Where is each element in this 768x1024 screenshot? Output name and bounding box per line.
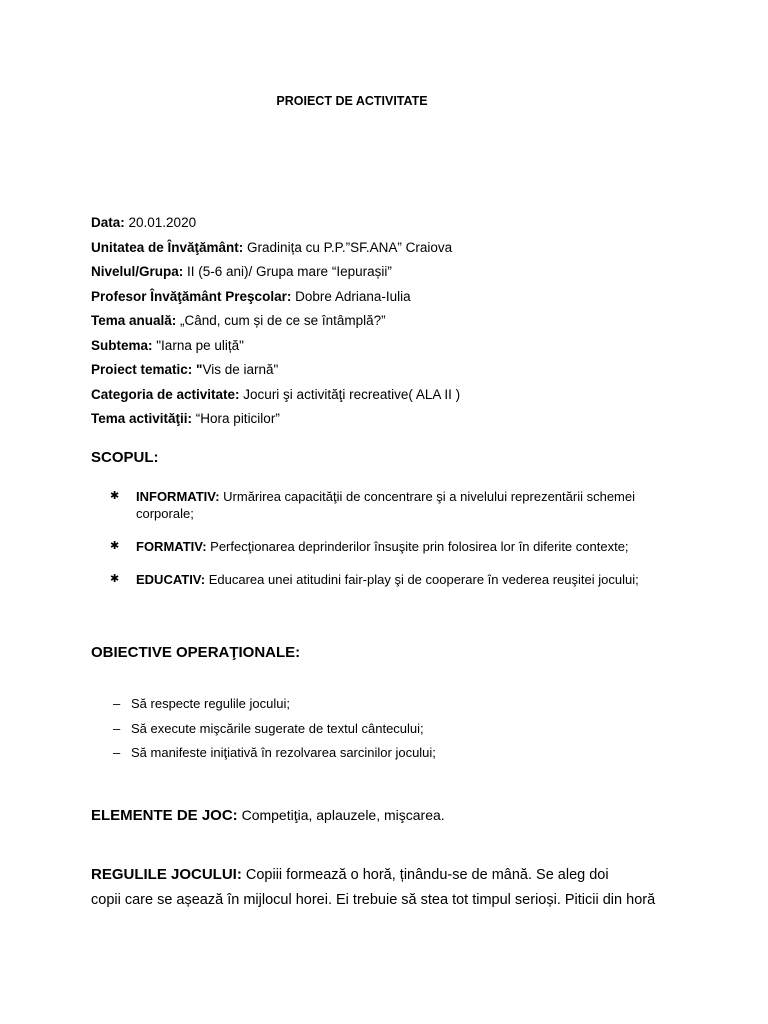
info-row-profesor	[91, 288, 711, 313]
scopul-list	[110, 488, 690, 588]
info-value: Gradinița cu P.P.”SF.ANA” Craiova	[243, 239, 453, 255]
list-item	[113, 744, 673, 769]
dash-bullet-icon: –	[113, 745, 121, 760]
info-row-unitatea	[91, 239, 711, 264]
info-row-subtema	[91, 337, 711, 362]
list-item	[113, 720, 673, 745]
elemente-text: Competiţia, aplauzele, mişcarea.	[237, 807, 445, 823]
info-label: Tema activităţii:	[91, 411, 193, 426]
scopul-heading: SCOPUL:	[91, 449, 159, 466]
info-row-nivelul	[91, 263, 711, 288]
list-item	[113, 695, 673, 720]
info-value: II (5-6 ani)/ Grupa mare “Iepurașii”	[183, 264, 392, 279]
regulile-jocului	[91, 862, 691, 913]
elemente-de-joc	[91, 807, 445, 824]
info-label: Unitatea de Învăţământ:	[91, 239, 244, 255]
item-label: FORMATIV:	[136, 539, 207, 554]
dash-bullet-icon: –	[113, 720, 121, 736]
item-text: Educarea unei atitudini fair-play şi de cooperare în vederea reuşitei jocului;	[205, 572, 639, 587]
info-row-proiect	[91, 361, 711, 386]
info-label: Categoria de activitate:	[91, 386, 240, 402]
reguli-text: Copiii formează o horă, ținându-se de mână. Se aleg doi	[241, 867, 609, 883]
item-text: Să execute mişcările sugerate de textul cântecului;	[131, 720, 424, 736]
reguli-label: REGULILE JOCULUI:	[91, 866, 242, 883]
activity-info	[91, 214, 711, 435]
asterisk-bullet-icon: ✱	[110, 540, 120, 552]
asterisk-bullet-icon: ✱	[110, 573, 120, 585]
item-label: INFORMATIV:	[136, 489, 220, 504]
item-text: Urmărirea capacităţii de concentrare şi a nivelului reprezentării schemei corporale;	[136, 489, 635, 521]
info-value: "Iarna pe uliță"	[152, 337, 244, 353]
item-text: Perfecţionarea deprinderilor însuşite prin folosirea lor în diferite contexte;	[206, 539, 629, 554]
info-value: Vis de iarnă"	[202, 362, 279, 377]
info-row-data	[91, 214, 711, 239]
item-label: EDUCATIV:	[136, 572, 206, 587]
reguli-line-2: copii care se așează în mijlocul horei. Ei trebuie să stea tot timpul serioși. Piticii din horă	[91, 892, 656, 908]
info-value: 20.01.2020	[124, 215, 197, 230]
info-label: Proiect tematic: "	[91, 362, 203, 377]
info-label: Nivelul/Grupa:	[91, 264, 184, 279]
info-value: “Hora piticilor”	[192, 411, 280, 426]
info-label: Subtema:	[91, 337, 153, 353]
info-label: Tema anuală:	[91, 313, 177, 328]
obiective-list	[113, 695, 673, 769]
elemente-label: ELEMENTE DE JOC:	[91, 807, 238, 824]
list-item	[110, 488, 690, 538]
dash-bullet-icon: –	[113, 696, 121, 711]
info-value: „Când, cum și de ce se întâmplă?”	[176, 313, 386, 328]
list-item	[110, 538, 690, 571]
info-label: Profesor Învăţământ Preşcolar:	[91, 288, 292, 304]
info-row-categoria	[91, 386, 711, 411]
info-value: Jocuri şi activităţi recreative( ALA II )	[239, 386, 461, 402]
info-row-tema-activitatii	[91, 410, 711, 435]
asterisk-bullet-icon: ✱	[110, 490, 120, 502]
list-item	[110, 571, 690, 588]
obiective-heading: OBIECTIVE OPERAŢIONALE:	[91, 644, 301, 661]
info-row-tema-anuala	[91, 312, 711, 337]
reguli-line-1	[91, 862, 691, 888]
item-text: Să manifeste iniţiativă în rezolvarea sarcinilor jocului;	[131, 745, 436, 760]
item-text: Să respecte regulile jocului;	[131, 696, 290, 711]
info-value: Dobre Adriana-Iulia	[291, 288, 411, 304]
page-title: PROIECT DE ACTIVITATE	[276, 94, 428, 108]
info-label: Data:	[91, 215, 125, 230]
